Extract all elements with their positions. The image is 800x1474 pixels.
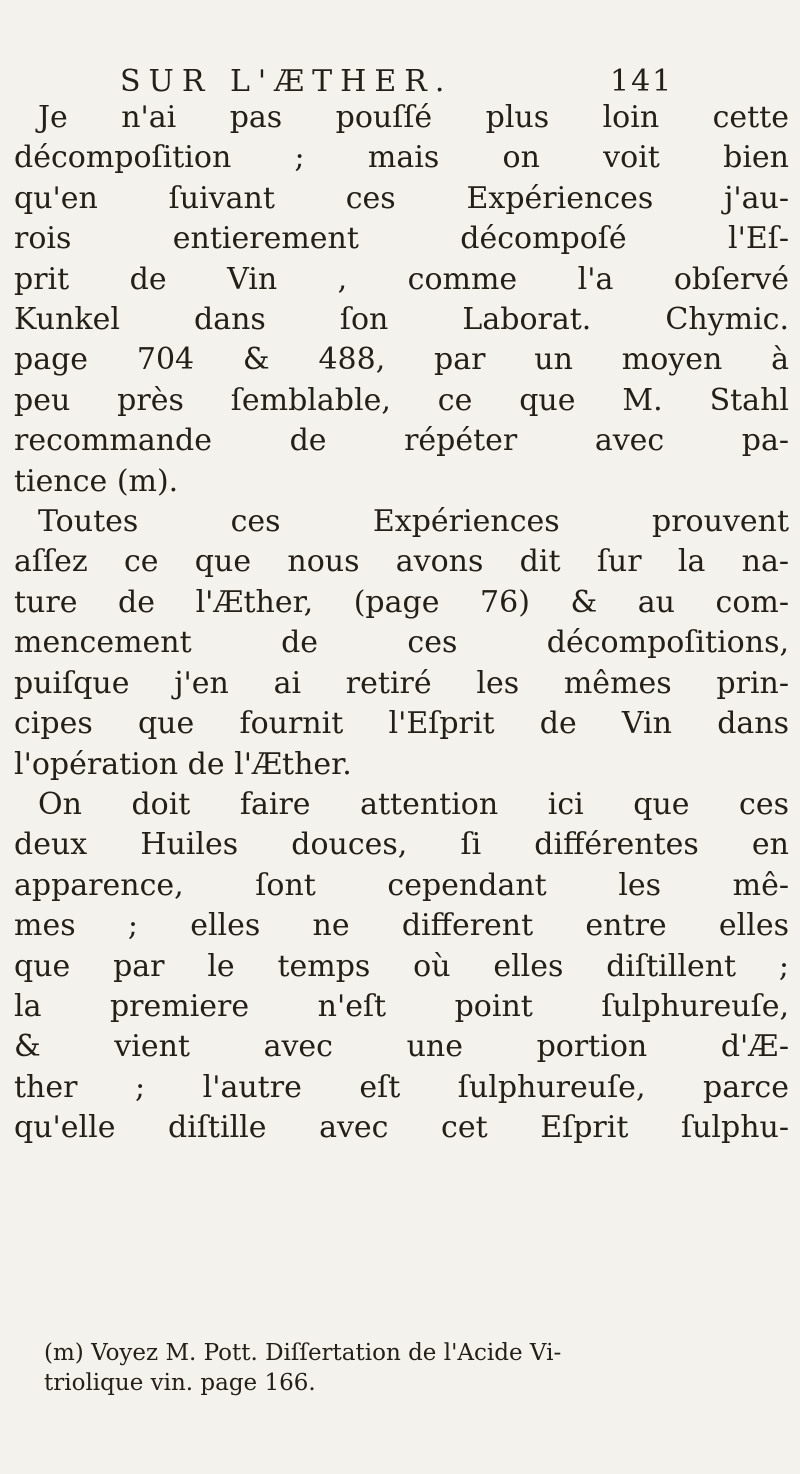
text-line: puiſque j'en ai retiré les mêmes prin- [14,665,789,701]
text-line: aſſez ce que nous avons dit ſur la na- [14,544,789,580]
text-line: apparence, ſont cependant les mê- [14,867,789,903]
text-line: Kunkel dans ſon Laborat. Chymic. [14,302,789,338]
text-line: mes ; elles ne different entre elles [14,908,789,944]
text-line: cipes que fournit l'Eſprit de Vin dans [14,706,789,742]
text-line: & vient avec une portion d'Æ- [14,1029,789,1065]
text-line: l'opération de l'Æther. [14,746,352,782]
running-header [120,64,674,99]
text-line: ther ; l'autre eſt ſulphureuſe, parce [14,1069,789,1105]
footnote-line: triolique vin. page 166. [44,1370,316,1396]
page-body [14,98,789,1149]
text-line: Toutes ces Expériences prouvent [38,504,789,540]
page-number: 141 [610,64,674,99]
footnote-line: (m) Voyez M. Pott. Diſſertation de l'Acide Vi- [44,1340,562,1366]
text-line: On doit faire attention ici que ces [38,786,789,822]
text-line: deux Huiles douces, ſi différentes en [14,827,789,863]
footnote [44,1338,744,1398]
text-line: page 704 & 488, par un moyen à [14,342,789,378]
text-line: tience (m). [14,463,179,499]
text-line: rois entierement décompoſé l'Eſ- [14,221,789,257]
text-line: qu'elle diſtille avec cet Eſprit ſulphu- [14,1110,789,1146]
text-line: la premiere n'eſt point ſulphureuſe, [14,988,789,1024]
text-line: prit de Vin , comme l'a obſervé [14,261,789,297]
text-line: décompoſition ; mais on voit bien [14,140,789,176]
text-line: peu près ſemblable, ce que M. Stahl [14,382,789,418]
text-line: recommande de répéter avec pa- [14,423,789,459]
text-line: ture de l'Æther, (page 76) & au com- [14,584,789,620]
text-line: Je n'ai pas pouſſé plus loin cette [38,100,789,135]
text-line: que par le temps où elles diſtillent ; [14,948,789,984]
text-line: qu'en ſuivant ces Expériences j'au- [14,180,789,216]
text-line: mencement de ces décompoſitions, [14,625,789,661]
running-title: SUR L'ÆTHER. [120,64,453,99]
